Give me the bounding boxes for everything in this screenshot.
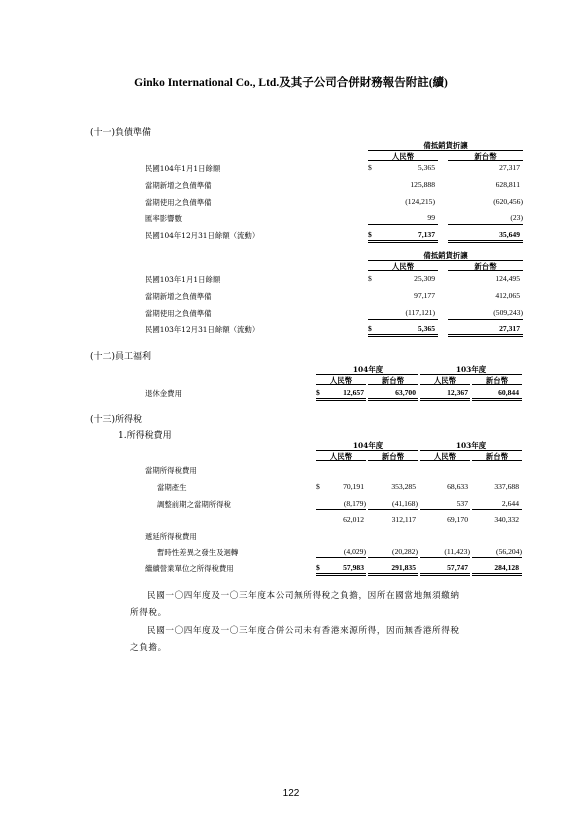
column-header-rmb: 人民幣 — [391, 152, 415, 161]
column-header-twd: 新台幣 — [474, 152, 497, 161]
divider — [368, 224, 438, 225]
year-header-104: 104年度 — [352, 441, 384, 450]
year-header-103: 103年度 — [455, 365, 487, 374]
column-header: 新台幣 — [485, 452, 509, 461]
divider — [368, 557, 418, 558]
subsection-heading: 1.所得稅費用 — [118, 431, 172, 441]
year-header-104: 104年度 — [352, 365, 384, 374]
page-number: 122 — [282, 788, 300, 799]
table-row-label: 當期新增之負債準備 — [145, 181, 212, 190]
table-cell: 628,811 — [495, 180, 520, 189]
divider — [420, 398, 470, 401]
divider — [420, 557, 470, 558]
divider — [472, 573, 522, 576]
table-cell: 25,309 — [414, 274, 435, 283]
divider — [448, 270, 523, 271]
table-row-label: 民國103年12月31日餘額（流動） — [145, 325, 260, 334]
total-cell: 291,835 — [391, 563, 416, 572]
subtotal-cell: 62,012 — [343, 515, 364, 524]
group-label-deferred-tax: 遞延所得稅費用 — [145, 532, 197, 541]
table-cell: 35,649 — [499, 230, 520, 239]
table-cell: 537 — [456, 499, 468, 508]
column-header: 人民幣 — [329, 376, 353, 385]
table-cell: (117,121) — [405, 308, 435, 317]
table-cell: 337,688 — [494, 482, 519, 491]
table-cell: 12,367 — [447, 388, 468, 397]
table-cell: (4,029) — [343, 547, 366, 556]
divider — [316, 398, 366, 401]
divider — [316, 573, 366, 576]
table-cell: (509,243) — [493, 308, 523, 317]
divider — [448, 240, 523, 243]
divider — [448, 334, 523, 337]
currency-symbol: $ — [316, 563, 320, 572]
table-cell: (20,282) — [392, 547, 418, 556]
table-cell: (11,423) — [444, 547, 470, 556]
section-heading-income-tax: (十三)所得稅 — [90, 415, 143, 425]
column-header: 人民幣 — [433, 376, 457, 385]
table-cell: (41,168) — [392, 499, 418, 508]
table-row-label: 民國104年12月31日餘額（流動） — [145, 231, 260, 240]
table-row-label: 當期使用之負債準備 — [145, 198, 212, 207]
total-cell: 57,983 — [343, 563, 364, 572]
divider — [368, 160, 438, 161]
column-header: 人民幣 — [329, 452, 353, 461]
divider — [472, 557, 522, 558]
divider — [316, 557, 366, 558]
divider — [316, 509, 366, 510]
divider — [316, 460, 366, 461]
column-header-twd: 新台幣 — [474, 262, 497, 271]
divider — [368, 460, 418, 461]
divider — [368, 509, 418, 510]
page-title: Ginko International Co., Ltd.及其子公司合併財務報告附註(續) — [134, 77, 448, 89]
table-row-label: 民國103年1月1日餘額 — [145, 275, 221, 284]
divider — [448, 224, 523, 225]
divider — [448, 160, 523, 161]
table-row-label: 調整前期之當期所得稅 — [157, 500, 231, 509]
table-row-label-total: 繼續營業單位之所得稅費用 — [145, 564, 234, 573]
table-row-label: 當期新增之負債準備 — [145, 292, 212, 301]
table-cell: 7,137 — [417, 230, 435, 239]
table-cell: 12,657 — [343, 388, 364, 397]
table-cell: 5,365 — [417, 163, 435, 172]
divider — [420, 384, 470, 385]
subtotal-cell: 340,332 — [494, 515, 519, 524]
table-cell: 70,191 — [343, 482, 364, 491]
total-cell: 284,128 — [494, 563, 519, 572]
table-cell: 63,700 — [395, 388, 416, 397]
paragraph-line: 所得稅。 — [130, 608, 167, 618]
subtotal-cell: 312,117 — [391, 515, 416, 524]
column-header-rmb: 人民幣 — [391, 262, 415, 271]
divider — [368, 319, 438, 320]
total-cell: 57,747 — [447, 563, 468, 572]
divider — [368, 240, 438, 243]
divider — [420, 509, 470, 510]
divider — [448, 319, 523, 320]
table-cell: (124,215) — [405, 197, 435, 206]
column-header: 新台幣 — [381, 376, 405, 385]
table-cell: 97,177 — [414, 291, 435, 300]
table-cell: 68,633 — [447, 482, 468, 491]
table-cell: 5,365 — [417, 324, 435, 333]
table-cell: 60,844 — [498, 388, 519, 397]
table-cell: 2,644 — [501, 499, 519, 508]
divider — [472, 460, 522, 461]
column-group-header: 備抵銷貨折讓 — [423, 251, 468, 260]
table-cell: 353,285 — [391, 482, 416, 491]
subtotal-cell: 69,170 — [447, 515, 468, 524]
divider — [472, 384, 522, 385]
table-cell: 27,317 — [499, 324, 520, 333]
table-cell: (8,179) — [343, 499, 366, 508]
table-cell: (620,456) — [493, 197, 523, 206]
group-label-current-tax: 當期所得稅費用 — [145, 466, 197, 475]
table-cell: (56,204) — [496, 547, 522, 556]
divider — [420, 460, 470, 461]
table-row-label: 民國104年1月1日餘額 — [145, 164, 221, 173]
table-cell: 27,317 — [499, 163, 520, 172]
divider — [368, 384, 418, 385]
currency-symbol: $ — [316, 482, 320, 491]
table-row-label: 暫時性差異之發生及迴轉 — [157, 548, 239, 557]
paragraph-line: 民國一〇四年度及一〇三年度合併公司未有香港來源所得，因而無香港所得稅 — [147, 626, 460, 636]
paragraph-line: 之負擔。 — [130, 643, 167, 653]
divider — [472, 509, 522, 510]
table-row-label: 當期使用之負債準備 — [145, 309, 212, 318]
paragraph-line: 民國一〇四年度及一〇三年度本公司無所得稅之負擔，因所在國當地無須繳納 — [147, 591, 460, 601]
column-header: 新台幣 — [485, 376, 509, 385]
table-row-label: 當期產生 — [157, 483, 187, 492]
divider — [420, 573, 470, 576]
table-cell: 99 — [427, 213, 435, 222]
table-cell: 125,888 — [410, 180, 435, 189]
divider — [368, 573, 418, 576]
table-row-label: 退休金費用 — [145, 389, 182, 398]
column-header: 新台幣 — [381, 452, 405, 461]
column-group-header: 備抵銷貨折讓 — [423, 141, 468, 150]
section-heading-employee-benefits: (十二)員工福利 — [90, 352, 152, 362]
divider — [368, 334, 438, 337]
table-cell: 124,495 — [495, 274, 520, 283]
year-header-103: 103年度 — [455, 441, 487, 450]
currency-symbol: $ — [368, 274, 372, 283]
currency-symbol: $ — [368, 230, 372, 239]
divider — [368, 398, 418, 401]
currency-symbol: $ — [368, 163, 372, 172]
section-heading-provisions: (十一)負債準備 — [90, 128, 152, 138]
column-header: 人民幣 — [433, 452, 457, 461]
table-cell: 412,065 — [495, 291, 520, 300]
divider — [472, 398, 522, 401]
table-cell: (23) — [510, 213, 523, 222]
table-row-label: 匯率影響數 — [145, 214, 182, 223]
divider — [316, 384, 366, 385]
currency-symbol: $ — [316, 388, 320, 397]
currency-symbol: $ — [368, 324, 372, 333]
divider — [368, 270, 438, 271]
